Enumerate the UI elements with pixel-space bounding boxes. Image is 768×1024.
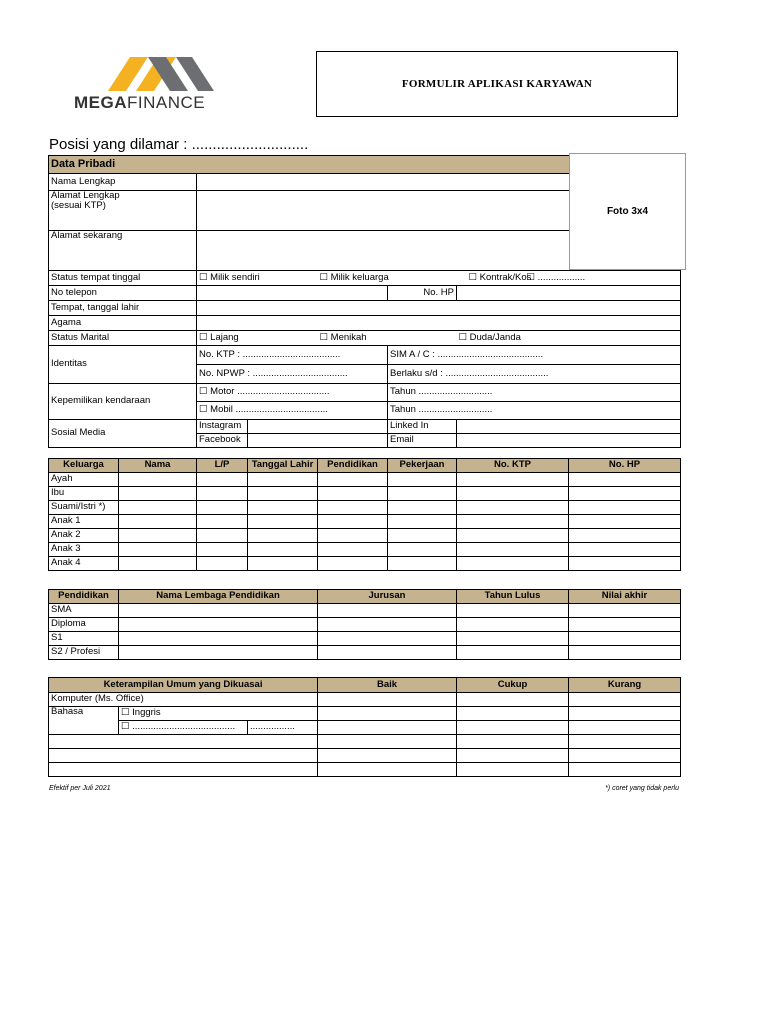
tahun-motor-field[interactable]: Tahun ............................ (388, 384, 681, 402)
no-hp-field[interactable] (457, 286, 681, 301)
cell[interactable] (318, 543, 388, 557)
cell[interactable] (119, 515, 197, 529)
cell[interactable] (119, 543, 197, 557)
table-row (49, 529, 681, 543)
cell[interactable] (457, 515, 569, 529)
cell[interactable] (569, 749, 681, 763)
cell[interactable] (248, 501, 318, 515)
cell[interactable] (569, 543, 681, 557)
npwp-field[interactable]: No. NPWP : .................................... (197, 365, 388, 384)
keluarga-header-row (49, 459, 681, 473)
cell[interactable] (457, 618, 569, 632)
cell[interactable] (248, 515, 318, 529)
nama-lengkap-label: Nama Lengkap (49, 174, 197, 191)
cell[interactable] (318, 473, 388, 487)
cell[interactable] (318, 618, 457, 632)
kendaraan-label: Kepemilikan kendaraan (49, 384, 197, 420)
megafinance-logo (74, 57, 234, 115)
cell[interactable] (318, 646, 457, 660)
cell[interactable] (318, 487, 388, 501)
cell[interactable] (318, 693, 457, 707)
linkedin-label: Linked In (388, 420, 457, 434)
komputer-label: Komputer (Ms. Office) (49, 693, 197, 707)
table-row (49, 487, 681, 501)
berlaku-field[interactable]: Berlaku s/d : ....................................... (388, 365, 681, 384)
posisi-colon: : (183, 136, 188, 153)
opt-milik-keluarga[interactable]: ☐ Milik keluarga (318, 271, 457, 286)
nama-header: Nama (119, 459, 197, 473)
cell[interactable] (119, 618, 318, 632)
cell[interactable] (569, 618, 681, 632)
nilai-akhir-header: Nilai akhir (569, 590, 681, 604)
table-row (49, 515, 681, 529)
data-pribadi-header: Data Pribadi (49, 156, 681, 174)
motor-field[interactable]: ☐ Motor ................................... (197, 384, 388, 402)
tanggal-lahir-header: Tanggal Lahir (248, 459, 318, 473)
cell[interactable] (119, 646, 318, 660)
cell[interactable] (49, 749, 318, 763)
row-label: Anak 3 (49, 543, 119, 557)
agama-label: Agama (49, 316, 197, 331)
sosmed-label: Sosial Media (49, 420, 197, 448)
cell[interactable] (457, 529, 569, 543)
cell[interactable] (119, 529, 197, 543)
keterampilan-table (48, 677, 681, 777)
table-row (49, 557, 681, 571)
opt-lajang[interactable]: ☐ Lajang (197, 331, 318, 346)
cell[interactable] (569, 632, 681, 646)
sim-field[interactable]: SIM A / C : ........................................ (388, 346, 681, 365)
table-row (49, 693, 681, 707)
kurang-header: Kurang (569, 678, 681, 693)
bahasa-lain-extra[interactable]: ................. (248, 721, 318, 735)
row-label: S2 / Profesi (49, 646, 119, 660)
cell[interactable] (248, 529, 318, 543)
cell[interactable] (569, 557, 681, 571)
pendidikan-header: Pendidikan (318, 459, 388, 473)
lp-header: L/P (197, 459, 248, 473)
cell[interactable] (318, 501, 388, 515)
cell[interactable] (119, 487, 197, 501)
table-row (49, 646, 681, 660)
cell[interactable] (569, 707, 681, 721)
cell[interactable] (457, 487, 569, 501)
cell[interactable] (119, 604, 318, 618)
cell[interactable] (569, 721, 681, 735)
cell[interactable] (49, 763, 318, 777)
cell[interactable] (388, 557, 457, 571)
ttl-field[interactable] (197, 301, 681, 316)
form-title: FORMULIR APLIKASI KARYAWAN (316, 51, 678, 117)
cell[interactable] (457, 763, 569, 777)
cell[interactable] (569, 763, 681, 777)
row-label: Diploma (49, 618, 119, 632)
cell[interactable] (569, 487, 681, 501)
agama-field[interactable] (197, 316, 681, 331)
tahun-lulus-header: Tahun Lulus (457, 590, 569, 604)
facebook-field[interactable] (248, 434, 388, 448)
bahasa-label: Bahasa (49, 707, 119, 735)
cell[interactable] (388, 487, 457, 501)
cell[interactable] (197, 543, 248, 557)
cell[interactable] (569, 693, 681, 707)
cell[interactable] (318, 515, 388, 529)
cell[interactable] (569, 604, 681, 618)
cell[interactable] (318, 604, 457, 618)
opt-lain[interactable]: ☐ .................. (525, 271, 681, 286)
row-label: Anak 2 (49, 529, 119, 543)
cell[interactable] (388, 543, 457, 557)
row-label: SMA (49, 604, 119, 618)
cell[interactable] (569, 473, 681, 487)
jurusan-header: Jurusan (318, 590, 457, 604)
table-row (49, 707, 681, 721)
pendidikan-table (48, 589, 681, 660)
logo-mark-icon (108, 57, 228, 91)
cell[interactable] (457, 646, 569, 660)
table-row (49, 721, 681, 735)
cell[interactable] (388, 529, 457, 543)
cell[interactable] (457, 604, 569, 618)
cell[interactable] (119, 501, 197, 515)
inggris-option[interactable]: ☐ Inggris (119, 707, 318, 721)
cell[interactable] (318, 557, 388, 571)
cell[interactable] (197, 501, 248, 515)
cell[interactable] (457, 721, 569, 735)
pendidikan-header-row (49, 590, 681, 604)
cell[interactable] (197, 693, 318, 707)
photo-box[interactable]: Foto 3x4 (569, 153, 686, 270)
opt-duda[interactable]: ☐ Duda/Janda (457, 331, 681, 346)
cell[interactable] (119, 473, 197, 487)
opt-milik-sendiri[interactable]: ☐ Milik sendiri (197, 271, 318, 286)
cell[interactable] (197, 557, 248, 571)
cell[interactable] (318, 749, 457, 763)
alamat-sekarang-label: Alamat sekarang (49, 231, 197, 271)
instagram-label: Instagram (197, 420, 248, 434)
linkedin-field[interactable] (457, 420, 681, 434)
posisi-dots[interactable]: ............................ (191, 136, 309, 153)
cell[interactable] (248, 557, 318, 571)
cell[interactable] (49, 735, 318, 749)
keterampilan-header-row (49, 678, 681, 693)
opt-kontrak[interactable]: ☐ Kontrak/Kos (457, 271, 525, 286)
cell[interactable] (457, 501, 569, 515)
table-row (49, 749, 681, 763)
cell[interactable] (197, 529, 248, 543)
pendidikan-header: Pendidikan (49, 590, 119, 604)
cell[interactable] (457, 707, 569, 721)
cell[interactable] (119, 632, 318, 646)
cell[interactable] (457, 543, 569, 557)
no-hp-label: No. HP (388, 286, 457, 301)
cell[interactable] (248, 543, 318, 557)
cell[interactable] (457, 557, 569, 571)
row-label: Anak 1 (49, 515, 119, 529)
bahasa-lain-option[interactable]: ☐ ....................................... (119, 721, 248, 735)
cell[interactable] (197, 487, 248, 501)
keluarga-header: Keluarga (49, 459, 119, 473)
status-tinggal-label: Status tempat tinggal (49, 271, 197, 286)
cukup-header: Cukup (457, 678, 569, 693)
cell[interactable] (119, 557, 197, 571)
logo-text: MEGAFINANCE (74, 93, 206, 112)
keluarga-table (48, 458, 681, 571)
cell[interactable] (569, 515, 681, 529)
cell[interactable] (318, 763, 457, 777)
cell[interactable] (318, 632, 457, 646)
row-label: S1 (49, 632, 119, 646)
cell[interactable] (388, 515, 457, 529)
status-marital-label: Status Marital (49, 331, 197, 346)
cell[interactable] (569, 735, 681, 749)
cell[interactable] (318, 529, 388, 543)
row-label: Anak 4 (49, 557, 119, 571)
cell[interactable] (457, 735, 569, 749)
nama-lembaga-header: Nama Lembaga Pendidikan (119, 590, 318, 604)
footer-right: *) coret yang tidak perlu (605, 785, 679, 792)
no-telepon-field[interactable] (197, 286, 388, 301)
email-field[interactable] (457, 434, 681, 448)
posisi-label: Posisi yang dilamar (49, 136, 180, 153)
table-row (49, 473, 681, 487)
table-row (49, 618, 681, 632)
cell[interactable] (318, 707, 457, 721)
email-label: Email (388, 434, 457, 448)
row-label: Ibu (49, 487, 119, 501)
cell[interactable] (569, 529, 681, 543)
table-row (49, 604, 681, 618)
baik-header: Baik (318, 678, 457, 693)
ttl-label: Tempat, tanggal lahir (49, 301, 197, 316)
row-label: Suami/Istri *) (49, 501, 119, 515)
table-row (49, 543, 681, 557)
row-label: Ayah (49, 473, 119, 487)
cell[interactable] (248, 487, 318, 501)
table-row (49, 735, 681, 749)
cell[interactable] (569, 501, 681, 515)
cell[interactable] (457, 632, 569, 646)
table-row (49, 763, 681, 777)
cell[interactable] (457, 693, 569, 707)
no-telepon-label: No telepon (49, 286, 197, 301)
footer-left: Efektif per Juli 2021 (49, 785, 111, 792)
no-ktp-field[interactable]: No. KTP : ..................................... (197, 346, 388, 365)
table-row (49, 632, 681, 646)
cell[interactable] (318, 735, 457, 749)
posisi-line (49, 136, 308, 153)
no-hp-header: No. HP (569, 459, 681, 473)
cell[interactable] (197, 515, 248, 529)
identitas-label: Identitas (49, 346, 197, 384)
facebook-label: Facebook (197, 434, 248, 448)
opt-menikah[interactable]: ☐ Menikah (318, 331, 457, 346)
keterampilan-header: Keterampilan Umum yang Dikuasai (49, 678, 318, 693)
cell[interactable] (388, 473, 457, 487)
cell[interactable] (569, 646, 681, 660)
cell[interactable] (457, 749, 569, 763)
cell[interactable] (248, 473, 318, 487)
instagram-field[interactable] (248, 420, 388, 434)
tahun-mobil-field[interactable]: Tahun ............................ (388, 402, 681, 420)
cell[interactable] (197, 473, 248, 487)
cell[interactable] (457, 473, 569, 487)
pekerjaan-header: Pekerjaan (388, 459, 457, 473)
cell[interactable] (388, 501, 457, 515)
cell[interactable] (318, 721, 457, 735)
no-ktp-header: No. KTP (457, 459, 569, 473)
alamat-lengkap-label: Alamat Lengkap (sesuai KTP) (49, 191, 197, 231)
mobil-field[interactable]: ☐ Mobil ................................... (197, 402, 388, 420)
table-row (49, 501, 681, 515)
